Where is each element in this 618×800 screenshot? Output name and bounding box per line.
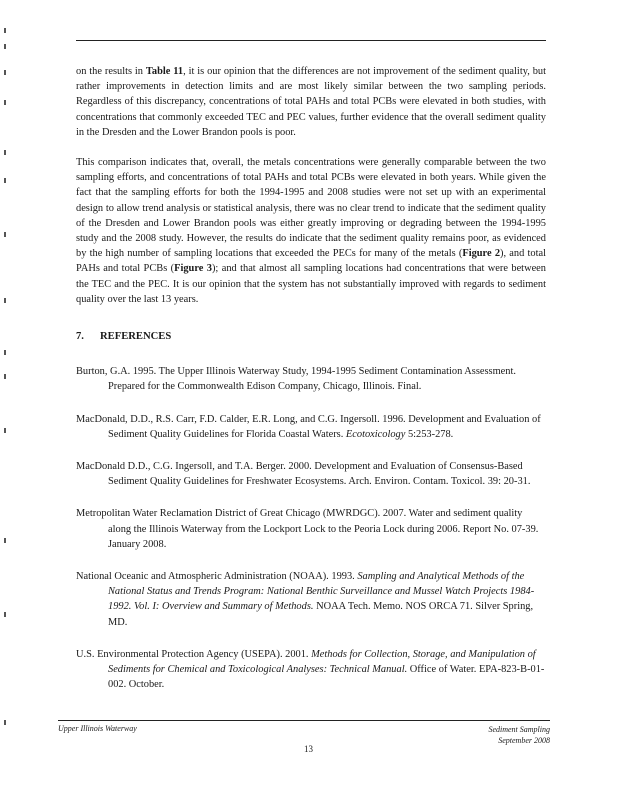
- reference-text: NOAA Tech. Memo. NOS ORCA 71. Silver Spring, MD.: [108, 601, 534, 628]
- paragraph-comparison-summary: [76, 155, 546, 307]
- reference-text: Office of Water. EPA-823-B-01-002. October.: [108, 664, 545, 691]
- footer-rule: [58, 720, 550, 721]
- paragraph-comparison-detection: [76, 64, 546, 140]
- reference-text: MacDonald, D.D., R.S. Carr, F.D. Calder, E.R. Long, and C.G. Ingersoll. 1996. Development and Evaluation of Sediment Quality Guidelines for Florida Coastal Waters.: [76, 413, 541, 440]
- table-reference: Table 11: [145, 66, 184, 77]
- figure-reference: Figure 3: [174, 263, 212, 275]
- section-heading: [76, 329, 546, 344]
- paragraph-text: on the results in: [76, 66, 146, 77]
- reference-text: 5:253-278.: [405, 428, 454, 440]
- reference-entry: [76, 647, 546, 693]
- body-text: [76, 64, 546, 710]
- reference-entry: [76, 459, 546, 489]
- reference-entry: [76, 569, 546, 630]
- section-number: 7.: [76, 331, 84, 343]
- footer-report-title: Sediment Sampling: [488, 725, 550, 734]
- footer-project-name: Upper Illinois Waterway: [58, 724, 137, 733]
- header-rule: [76, 40, 546, 41]
- paragraph-text: This comparison indicates that, overall, the metals concentrations were generally comparable between the two sampling efforts, and concentrations of total PAHs and total PCBs were elevated in both years. While given the fact that the sampling efforts for both the 1994-1995 and 2008 studies were not set up with an experimental design to allow trend analysis or statistical analysis, there was no clear trend to indicate that the sediment quality of the Dresden and Lower Brandon pools was either greatly improving or degrading between the 1994-1995 study and the 2008 study. However, the results do indicate that the sediment quality remains poor, as evidenced by the high number of sampling locations that exceeded the PECs for many of the metals (: [76, 157, 546, 260]
- binding-margin-marks: [4, 0, 10, 800]
- paragraph-text: ), and total PAHs and total PCBs (: [76, 248, 546, 275]
- reference-text: Burton, G.A. 1995. The Upper Illinois Waterway Study, 1994-1995 Sediment Contamination Assessment. Prepared for the Commonwealth Edison Company, Chicago, Illinois. Final.: [76, 366, 516, 393]
- reference-text: U.S. Environmental Protection Agency (USEPA). 2001.: [76, 648, 312, 660]
- reference-entry: [76, 412, 546, 442]
- reference-entry: [76, 506, 546, 552]
- footer-report-info: [488, 724, 550, 746]
- reference-italic: Sampling and Analytical Methods of the National Status and Trends Program: National Benthic Surveillance and Mussel Watch Projects 1984-1992. Vol. I: Overview and Summary of Methods.: [108, 571, 535, 613]
- reference-entry: [76, 364, 546, 394]
- paragraph-text: , it is our opinion that the differences are not improvement of the sediment quality, but rather improvements in detection limits and are most likely similar between the two sampling periods. Regardless of this discrepancy, concentrations of total PAHs and total PCBs were elevated in both studies, with concentrations that commonly exceeded TEC and PEC values, further evidence that the overall sediment quality in the Dresden and the Lower Brandon pools is poor.: [76, 66, 547, 138]
- reference-text: National Oceanic and Atmospheric Administration (NOAA). 1993.: [76, 571, 358, 583]
- footer-report-date: September 2008: [498, 736, 550, 745]
- reference-list: [76, 364, 546, 692]
- reference-text: Metropolitan Water Reclamation District of Great Chicago (MWRDGC). 2007. Water and sediment quality along the Illinois Waterway from the Lockport Lock to the Peoria Lock during 2006. Report No. 07-39. January 2008.: [76, 508, 539, 550]
- page-number: 13: [304, 744, 313, 754]
- page-footer: [58, 720, 550, 745]
- reference-italic: Methods for Collection, Storage, and Manipulation of Sediments for Chemical and Toxicological Analyses: Technical Manual.: [108, 648, 536, 676]
- reference-italic: Ecotoxicology: [345, 428, 406, 440]
- section-title: REFERENCES: [100, 331, 172, 343]
- figure-reference: Figure 2: [462, 248, 501, 260]
- reference-text: MacDonald D.D., C.G. Ingersoll, and T.A. Berger. 2000. Development and Evaluation of Consensus-Based Sediment Quality Guidelines for Freshwater Ecosystems. Arch. Environ. Contam. Toxicol. 39: 20-31.: [76, 461, 531, 488]
- paragraph-text: ); and that almost all sampling locations had concentrations that were between the TEC and the PEC. It is our opinion that the system has not substantially improved with regards to sediment quality over the last 13 years.: [76, 263, 546, 305]
